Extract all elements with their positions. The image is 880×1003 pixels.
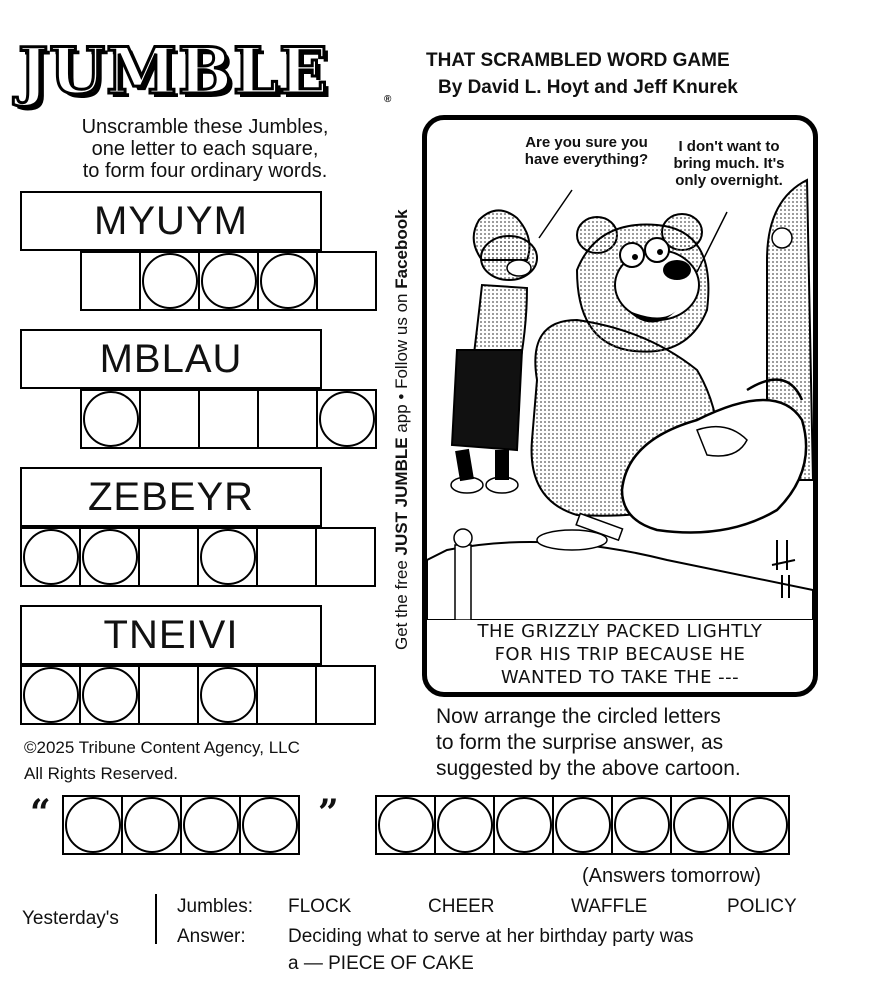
letter-square[interactable] [315, 665, 376, 725]
circle-marker [82, 667, 138, 723]
promo-text [392, 209, 412, 650]
close-quote: ” [318, 792, 339, 834]
letter-square[interactable] [316, 389, 377, 449]
circle-marker [378, 797, 434, 853]
authors: By David L. Hoyt and Jeff Knurek [438, 77, 738, 98]
jumble-2-answer-row [80, 389, 377, 449]
circle-marker [82, 529, 138, 585]
answer-square[interactable] [121, 795, 182, 855]
circle-marker [124, 797, 180, 853]
answer-square[interactable] [180, 795, 241, 855]
circle-marker [201, 253, 257, 309]
cartoon-caption [427, 620, 813, 689]
letter-square[interactable] [257, 251, 318, 311]
caption-line: FOR HIS TRIP BECAUSE HE [494, 644, 746, 665]
answer-square[interactable] [375, 795, 436, 855]
answer-square[interactable] [729, 795, 790, 855]
open-quote: “ [30, 792, 51, 834]
circle-marker [555, 797, 611, 853]
answer-square[interactable] [493, 795, 554, 855]
letter-square[interactable] [138, 527, 199, 587]
speech-bubble-right: I don't want to bring much. It's only overnight. [673, 138, 785, 189]
copyright [24, 735, 300, 787]
circle-marker [23, 667, 79, 723]
answer-square[interactable] [434, 795, 495, 855]
letter-square[interactable] [257, 389, 318, 449]
jumble-1-answer-row [80, 251, 377, 311]
cartoon-panel [422, 115, 818, 697]
jumbles-label: Jumbles: [177, 896, 254, 917]
promo-prefix: Get the free [392, 555, 411, 650]
circle-marker [496, 797, 552, 853]
answer-word-1 [62, 795, 300, 855]
circle-marker [200, 667, 256, 723]
jumble-4-scrambled: TNEIVI [20, 605, 322, 665]
letter-square[interactable] [198, 251, 259, 311]
jumble-4-answer-row [20, 665, 376, 725]
letter-square[interactable] [256, 665, 317, 725]
letter-square[interactable] [198, 389, 259, 449]
arrange-line: Now arrange the circled letters [436, 705, 721, 728]
answer-label: Answer: [177, 926, 246, 947]
yesterday-jumble: CHEER [428, 896, 495, 917]
cartoon-illustration [427, 120, 813, 620]
jumble-1-scrambled: MYUYM [20, 191, 322, 251]
circle-marker [65, 797, 121, 853]
letter-square[interactable] [315, 527, 376, 587]
answer-square[interactable] [670, 795, 731, 855]
yesterday-label: Yesterday's [22, 908, 119, 929]
jumble-2-scrambled: MBLAU [20, 329, 322, 389]
instruction-line: Unscramble these Jumbles, [81, 116, 329, 138]
answer-square[interactable] [62, 795, 123, 855]
speech-bubble-left: Are you sure you have everything? [524, 134, 649, 168]
answer-square[interactable] [239, 795, 300, 855]
letter-square[interactable] [316, 251, 377, 311]
arrange-line: suggested by the above cartoon. [436, 757, 741, 780]
circle-marker [83, 391, 139, 447]
answer-square[interactable] [552, 795, 613, 855]
yesterday-jumble: FLOCK [288, 896, 352, 917]
yesterday-jumble: WAFFLE [571, 896, 648, 917]
caption-line: WANTED TO TAKE THE --- [500, 667, 740, 688]
circle-marker [183, 797, 239, 853]
circle-marker [142, 253, 198, 309]
letter-square[interactable] [197, 527, 258, 587]
circle-marker [673, 797, 729, 853]
letter-square[interactable] [79, 665, 140, 725]
circle-marker [242, 797, 298, 853]
arrange-instructions [436, 704, 741, 782]
letter-square[interactable] [139, 389, 200, 449]
yesterday-divider [155, 894, 157, 944]
circle-marker [614, 797, 670, 853]
copyright-line: All Rights Reserved. [24, 764, 179, 783]
instruction-line: to form four ordinary words. [82, 160, 328, 182]
yesterday-answer-line-2: a — PIECE OF CAKE [288, 953, 474, 974]
answer-word-2 [375, 795, 790, 855]
circle-marker [260, 253, 316, 309]
letter-square[interactable] [79, 527, 140, 587]
letter-square[interactable] [256, 527, 317, 587]
jumble-3-answer-row [20, 527, 376, 587]
letter-square[interactable] [80, 251, 141, 311]
letter-square[interactable] [197, 665, 258, 725]
registered-mark: ® [384, 94, 392, 105]
letter-square[interactable] [139, 251, 200, 311]
circle-marker [200, 529, 256, 585]
circle-marker [732, 797, 788, 853]
promo-middle: app • Follow us on [392, 288, 411, 438]
answers-tomorrow: (Answers tomorrow) [582, 865, 761, 887]
letter-square[interactable] [80, 389, 141, 449]
letter-square[interactable] [20, 665, 81, 725]
instruction-line: one letter to each square, [91, 138, 319, 160]
instructions [20, 116, 390, 182]
tagline: THAT SCRAMBLED WORD GAME [426, 50, 730, 71]
circle-marker [319, 391, 375, 447]
letter-square[interactable] [138, 665, 199, 725]
copyright-line: ©2025 Tribune Content Agency, LLC [24, 738, 300, 757]
yesterday-answer-line-1: Deciding what to serve at her birthday party was [288, 926, 694, 947]
circle-marker [437, 797, 493, 853]
promo-app-name: JUST JUMBLE [392, 437, 411, 556]
circle-marker [23, 529, 79, 585]
caption-line: THE GRIZZLY PACKED LIGHTLY [477, 621, 763, 642]
yesterday-jumble: POLICY [727, 896, 797, 917]
arrange-line: to form the surprise answer, as [436, 731, 724, 754]
promo-social: Facebook [392, 209, 411, 289]
answer-square[interactable] [611, 795, 672, 855]
jumble-3-scrambled: ZEBEYR [20, 467, 322, 527]
jumble-logo: JUMBLE [18, 34, 329, 109]
letter-square[interactable] [20, 527, 81, 587]
